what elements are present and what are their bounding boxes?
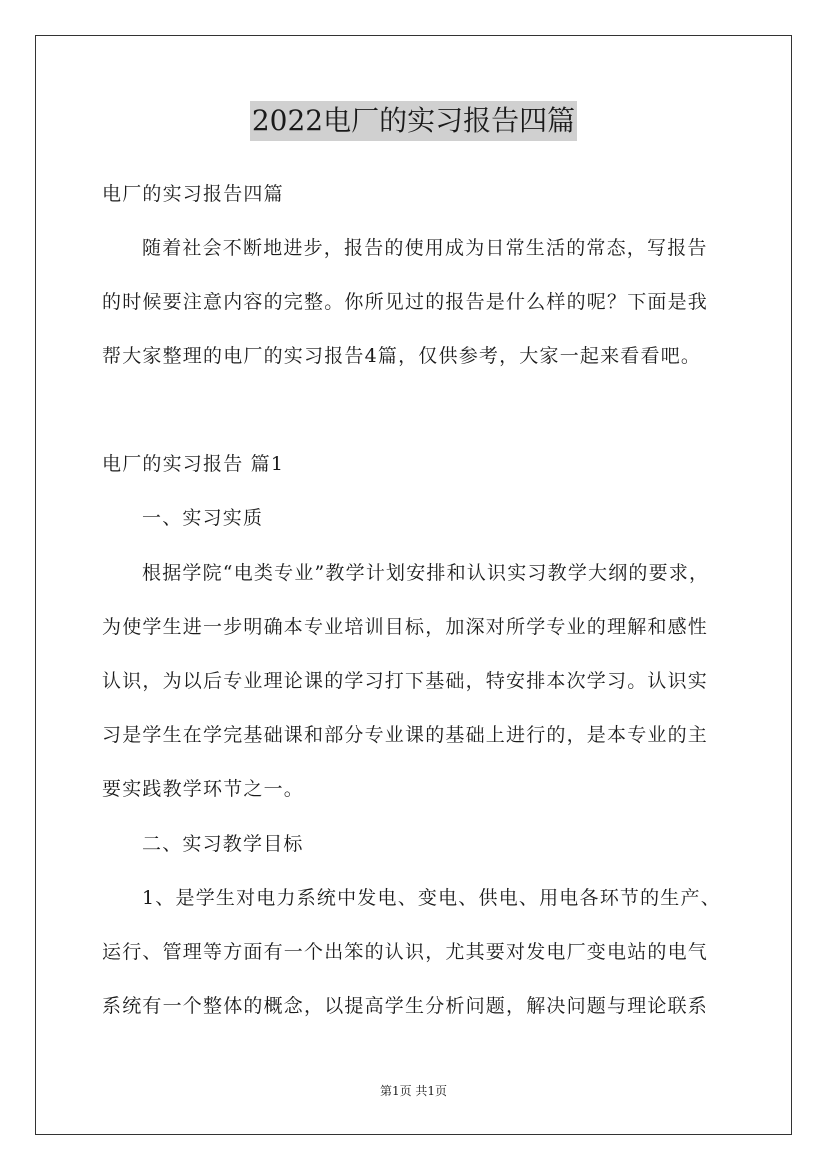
objective-line-3: 系统有一个整体的概念，以提高学生分析问题，解决问题与理论联系	[102, 995, 709, 1017]
body-paragraph-line-4: 习是学生在学完基础课和部分专业课的基础上进行的，是本专业的主	[102, 724, 709, 746]
intro-paragraph-line-3: 帮大家整理的电厂的实习报告4篇，仅供参考，大家一起来看看吧。	[102, 345, 702, 367]
intro-paragraph-line-2: 的时候要注意内容的完整。你所见过的报告是什么样的呢？下面是我	[102, 291, 709, 313]
title-container	[0, 101, 827, 141]
subheading-2: 二、实习教学目标	[142, 833, 304, 855]
body-paragraph-line-1: 根据学院“电类专业”教学计划安排和认识实习教学大纲的要求，	[142, 562, 710, 584]
body-paragraph-line-5: 要实践教学环节之一。	[102, 778, 305, 800]
body-paragraph-line-3: 认识，为以后专业理论课的学习打下基础，特安排本次学习。认识实	[102, 670, 709, 692]
objective-line-2: 运行、管理等方面有一个出笨的认识，尤其要对发电厂变电站的电气	[102, 941, 709, 963]
document-title: 2022电厂的实习报告四篇	[250, 101, 577, 141]
subtitle-line: 电厂的实习报告四篇	[102, 183, 284, 205]
intro-paragraph-line-1: 随着社会不断地进步，报告的使用成为日常生活的常态，写报告	[142, 237, 708, 259]
body-paragraph-line-2: 为使学生进一步明确本专业培训目标，加深对所学专业的理解和感性	[102, 616, 709, 638]
section-heading: 电厂的实习报告 篇1	[102, 453, 285, 475]
objective-line-1: 1、是学生对电力系统中发电、变电、供电、用电各环节的生产、	[142, 887, 721, 909]
page-footer: 第1页 共1页	[379, 1084, 448, 1098]
subheading-1: 一、实习实质	[142, 507, 264, 529]
